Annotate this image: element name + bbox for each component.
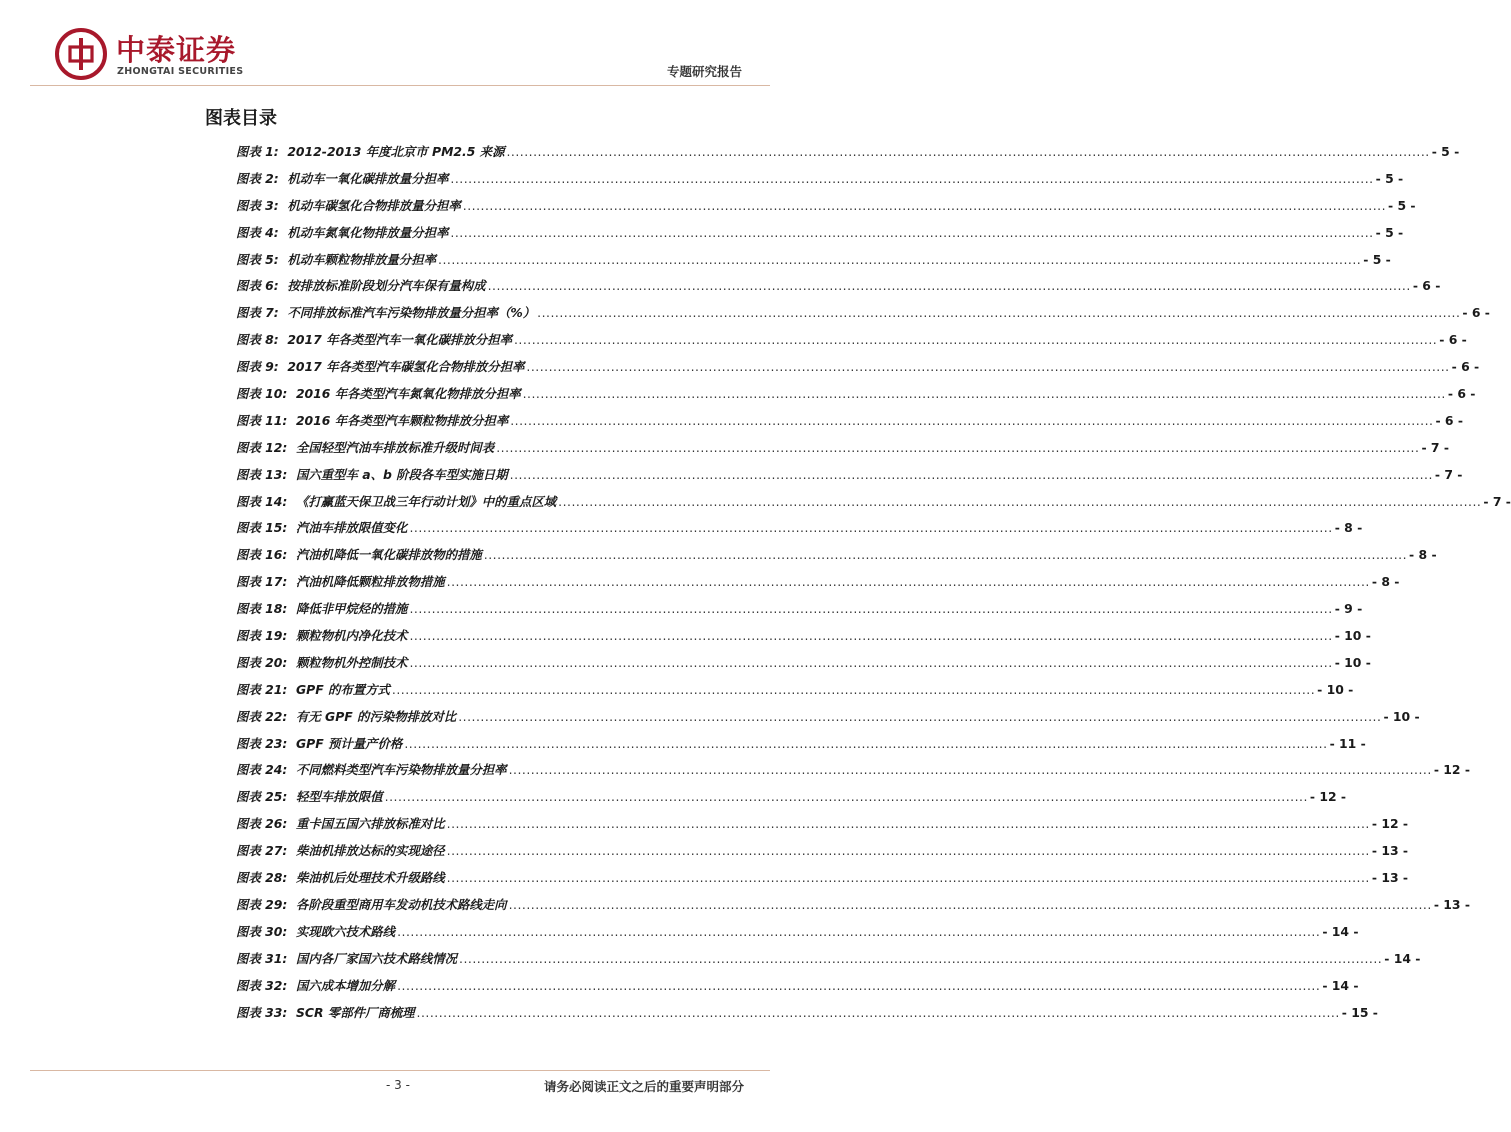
toc-entry-title: 各阶段重型商用车发动机技术路线走向 xyxy=(295,896,507,912)
toc-dot-leader xyxy=(463,198,1386,213)
toc-entry-title: 有无 GPF 的污染物排放对比 xyxy=(295,708,457,724)
toc-entry[interactable] xyxy=(236,518,1363,545)
toc-dot-leader xyxy=(409,520,1332,535)
toc-entry-label: 图表 9: xyxy=(236,359,279,375)
toc-entry-title: 降低非甲烷烃的措施 xyxy=(295,601,408,617)
toc-entry-page: - 13 - xyxy=(1433,896,1470,912)
toc-dot-leader xyxy=(417,1005,1340,1020)
toc-entry-label: 图表 23: xyxy=(236,735,288,751)
logo-english-name: ZHONGTAI SECURITIES xyxy=(117,66,244,77)
toc-entry-page: - 7 - xyxy=(1483,493,1511,509)
toc-entry[interactable] xyxy=(236,1003,1378,1030)
toc-dot-leader xyxy=(385,789,1308,804)
toc-entry-label: 图表 6: xyxy=(236,278,279,294)
toc-title: 图表目录 xyxy=(205,108,277,129)
toc-entry[interactable] xyxy=(236,868,1409,895)
toc-entry-page: - 14 - xyxy=(1322,977,1359,993)
page-number: - 3 - xyxy=(386,1078,410,1092)
toc-entry[interactable] xyxy=(236,572,1400,599)
toc-dot-leader xyxy=(496,440,1419,455)
toc-entry-label: 图表 13: xyxy=(236,466,288,482)
toc-entry[interactable] xyxy=(236,384,1476,411)
toc-entry[interactable] xyxy=(236,814,1409,841)
toc-entry-label: 图表 31: xyxy=(236,950,288,966)
toc-entry[interactable] xyxy=(236,707,1420,734)
footer-divider xyxy=(30,1070,770,1071)
toc-entry-page: - 6 - xyxy=(1439,332,1467,348)
toc-dot-leader xyxy=(523,386,1446,401)
toc-entry-page: - 6 - xyxy=(1412,278,1441,294)
toc-entry-label: 图表 4: xyxy=(236,224,279,240)
toc-dot-leader xyxy=(510,413,1433,428)
toc-entry[interactable] xyxy=(236,545,1437,572)
toc-entry-title: 2012-2013 年度北京市 PM2.5 来源 xyxy=(287,144,505,159)
toc-dot-leader xyxy=(509,897,1432,912)
toc-entry[interactable] xyxy=(236,841,1409,868)
toc-entry[interactable] xyxy=(236,438,1449,465)
toc-entry-page: - 14 - xyxy=(1384,950,1421,966)
logo-chinese-name: 中泰证券 xyxy=(116,33,237,67)
toc-dot-leader xyxy=(510,467,1433,482)
toc-entry[interactable] xyxy=(236,760,1470,787)
toc-entry-label: 图表 22: xyxy=(236,708,288,724)
toc-dot-leader xyxy=(438,252,1361,267)
toc-entry-title: 不同燃料类型汽车污染物排放量分担率 xyxy=(295,762,507,778)
toc-entry[interactable] xyxy=(236,303,1490,330)
toc-entry-label: 图表 19: xyxy=(236,628,288,644)
toc-entry[interactable] xyxy=(236,142,1460,169)
toc-entry[interactable] xyxy=(236,169,1404,196)
report-type-label: 专题研究报告 xyxy=(666,64,742,79)
toc-entry-title: SCR 零部件厂商梳理 xyxy=(295,1004,415,1020)
toc-entry-label: 图表 7: xyxy=(236,305,279,321)
zhongtai-logo-icon xyxy=(55,28,107,80)
toc-entry-page: - 5 - xyxy=(1431,144,1460,159)
toc-entry[interactable] xyxy=(236,330,1467,357)
toc-entry-title: 国内各厂家国六技术路线情况 xyxy=(295,950,458,966)
toc-entry[interactable] xyxy=(236,223,1404,250)
toc-entry-page: - 11 - xyxy=(1329,735,1366,751)
toc-entry-label: 图表 20: xyxy=(236,654,288,670)
toc-entry-page: - 6 - xyxy=(1451,359,1480,375)
toc-dot-leader xyxy=(404,736,1327,751)
toc-entry-page: - 7 - xyxy=(1421,439,1449,455)
toc-entry-title: 国六重型车 a、b 阶段各车型实施日期 xyxy=(295,466,508,482)
toc-entry[interactable] xyxy=(236,976,1359,1003)
toc-entry-title: 全国轻型汽油车排放标准升级时间表 xyxy=(295,439,495,455)
toc-entry[interactable] xyxy=(236,599,1363,626)
toc-entry-label: 图表 29: xyxy=(236,896,288,912)
toc-entry-label: 图表 12: xyxy=(236,439,288,455)
toc-entry-label: 图表 21: xyxy=(236,681,288,697)
toc-entry-label: 图表 2: xyxy=(236,170,279,186)
toc-entry[interactable] xyxy=(236,949,1421,976)
toc-entry-title: 汽油机降低颗粒排放物措施 xyxy=(295,574,445,590)
toc-entry-page: - 5 - xyxy=(1375,224,1404,240)
toc-entry-label: 图表 11: xyxy=(236,412,288,428)
toc-entry-page: - 15 - xyxy=(1341,1004,1378,1020)
toc-entry-page: - 5 - xyxy=(1363,251,1391,267)
toc-entry-label: 图表 24: xyxy=(236,762,288,778)
toc-dot-leader xyxy=(447,816,1370,831)
toc-entry-title: 轻型车排放限值 xyxy=(295,789,383,805)
disclaimer-text: 请务必阅读正文之后的重要声明部分 xyxy=(543,1079,744,1094)
toc-entry-title: 机动车一氧化碳排放量分担率 xyxy=(287,170,449,186)
toc-dot-leader xyxy=(392,682,1315,697)
toc-dot-leader xyxy=(484,547,1407,562)
toc-entry[interactable] xyxy=(236,357,1480,384)
toc-entry-page: - 10 - xyxy=(1383,708,1420,724)
toc-entry-page: - 10 - xyxy=(1317,681,1354,697)
toc-dot-leader xyxy=(409,601,1332,616)
toc-entry-label: 图表 3: xyxy=(236,197,279,213)
toc-entry-page: - 13 - xyxy=(1371,870,1409,886)
toc-entry-page: - 5 - xyxy=(1375,170,1404,186)
toc-entry-page: - 6 - xyxy=(1462,305,1490,321)
toc-entry[interactable] xyxy=(236,653,1371,680)
toc-entry-page: - 13 - xyxy=(1371,843,1409,859)
toc-entry-label: 图表 33: xyxy=(236,1004,288,1020)
toc-entry-title: 国六成本增加分解 xyxy=(295,977,396,993)
toc-entry-title: 柴油机后处理技术升级路线 xyxy=(295,870,445,886)
toc-dot-leader xyxy=(447,574,1370,589)
toc-entry[interactable] xyxy=(236,276,1441,303)
toc-entry-label: 图表 28: xyxy=(236,870,288,886)
toc-entry-label: 图表 1: xyxy=(236,144,279,159)
toc-entry[interactable] xyxy=(236,250,1391,277)
toc-entry-page: - 6 - xyxy=(1447,386,1476,402)
toc-entry-label: 图表 26: xyxy=(236,816,288,832)
toc-entry-title: GPF 预计量产价格 xyxy=(295,735,403,751)
toc-entry-title: 2017 年各类型汽车碳氢化合物排放分担率 xyxy=(287,359,525,375)
toc-entry-page: - 12 - xyxy=(1433,762,1470,778)
toc-entry[interactable] xyxy=(236,465,1463,492)
toc-entry-label: 图表 30: xyxy=(236,923,288,939)
toc-dot-leader xyxy=(409,628,1332,643)
header-divider xyxy=(30,85,770,86)
toc-entry[interactable] xyxy=(236,787,1347,814)
toc-dot-leader xyxy=(447,870,1370,885)
toc-entry[interactable] xyxy=(236,411,1464,438)
toc-entry-title: 按排放标准阶段划分汽车保有量构成 xyxy=(287,278,486,294)
toc-entry-title: 2016 年各类型汽车颗粒物排放分担率 xyxy=(295,412,509,428)
toc-entry-label: 图表 5: xyxy=(236,251,279,267)
toc-entry-label: 图表 14: xyxy=(236,493,288,509)
toc-dot-leader xyxy=(450,171,1373,186)
toc-entry[interactable] xyxy=(236,626,1371,653)
toc-entry-title: 机动车颗粒物排放量分担率 xyxy=(287,251,436,267)
toc-entry-title: 2017 年各类型汽车一氧化碳排放分担率 xyxy=(287,332,512,348)
toc-entry-page: - 14 - xyxy=(1322,923,1359,939)
toc-dot-leader xyxy=(397,978,1320,993)
toc-entry-title: 颗粒物机外控制技术 xyxy=(295,654,408,670)
toc-entry[interactable] xyxy=(236,895,1470,922)
toc-dot-leader xyxy=(558,494,1481,509)
toc-entry-page: - 8 - xyxy=(1371,574,1400,590)
toc-entry-page: - 10 - xyxy=(1334,654,1371,670)
toc-entry-label: 图表 17: xyxy=(236,574,288,590)
toc-entry[interactable] xyxy=(236,922,1359,949)
toc-entry-title: 重卡国五国六排放标准对比 xyxy=(295,816,445,832)
toc-entry-page: - 8 - xyxy=(1409,547,1437,563)
toc-entry-title: 实现欧六技术路线 xyxy=(295,923,396,939)
toc-entry-title: 2016 年各类型汽车氮氧化物排放分担率 xyxy=(295,386,521,402)
toc-entry-title: 机动车碳氢化合物排放量分担率 xyxy=(287,197,461,213)
toc-dot-leader xyxy=(509,762,1432,777)
toc-dot-leader xyxy=(450,225,1373,240)
toc-entry-label: 图表 8: xyxy=(236,332,279,348)
toc-entry-title: 汽油车排放限值变化 xyxy=(295,520,408,536)
toc-dot-leader xyxy=(397,924,1320,939)
toc-entry-title: 不同排放标准汽车污染物排放量分担率（%） xyxy=(287,305,536,321)
toc-entry-page: - 10 - xyxy=(1334,628,1371,644)
toc-entry[interactable] xyxy=(236,196,1416,223)
toc-entry-title: 颗粒物机内净化技术 xyxy=(295,628,408,644)
toc-entry-label: 图表 16: xyxy=(236,547,288,563)
toc-entry-title: GPF 的布置方式 xyxy=(295,681,390,697)
toc-entry-page: - 12 - xyxy=(1371,816,1409,832)
toc-entry-label: 图表 25: xyxy=(236,789,288,805)
toc-entry-label: 图表 18: xyxy=(236,601,288,617)
toc-list xyxy=(236,142,1511,1029)
toc-entry-label: 图表 15: xyxy=(236,520,288,536)
toc-dot-leader xyxy=(447,843,1370,858)
toc-dot-leader xyxy=(526,359,1449,374)
toc-entry-page: - 8 - xyxy=(1334,520,1363,536)
toc-entry-page: - 6 - xyxy=(1435,412,1464,428)
toc-entry-title: 汽油机降低一氧化碳排放物的措施 xyxy=(295,547,482,563)
toc-entry-title: 《打赢蓝天保卫战三年行动计划》中的重点区域 xyxy=(295,493,557,509)
toc-dot-leader xyxy=(488,278,1411,293)
toc-entry-page: - 12 - xyxy=(1309,789,1347,805)
page-header xyxy=(0,0,800,100)
toc-entry[interactable] xyxy=(236,680,1354,707)
toc-dot-leader xyxy=(459,951,1382,966)
toc-entry[interactable] xyxy=(236,734,1366,761)
toc-entry-title: 机动车氮氧化物排放量分担率 xyxy=(287,224,449,240)
toc-entry-label: 图表 10: xyxy=(236,386,288,402)
toc-entry-page: - 7 - xyxy=(1434,466,1463,482)
toc-entry-label: 图表 27: xyxy=(236,843,288,859)
toc-entry-title: 柴油机排放达标的实现途径 xyxy=(295,843,445,859)
toc-entry-label: 图表 32: xyxy=(236,977,288,993)
toc-dot-leader xyxy=(458,709,1381,724)
toc-dot-leader xyxy=(506,144,1429,159)
toc-dot-leader xyxy=(537,305,1460,320)
toc-entry-page: - 5 - xyxy=(1388,197,1416,213)
toc-dot-leader xyxy=(409,655,1332,670)
toc-entry[interactable] xyxy=(236,492,1511,519)
toc-entry-page: - 9 - xyxy=(1334,601,1363,617)
toc-dot-leader xyxy=(514,332,1437,347)
